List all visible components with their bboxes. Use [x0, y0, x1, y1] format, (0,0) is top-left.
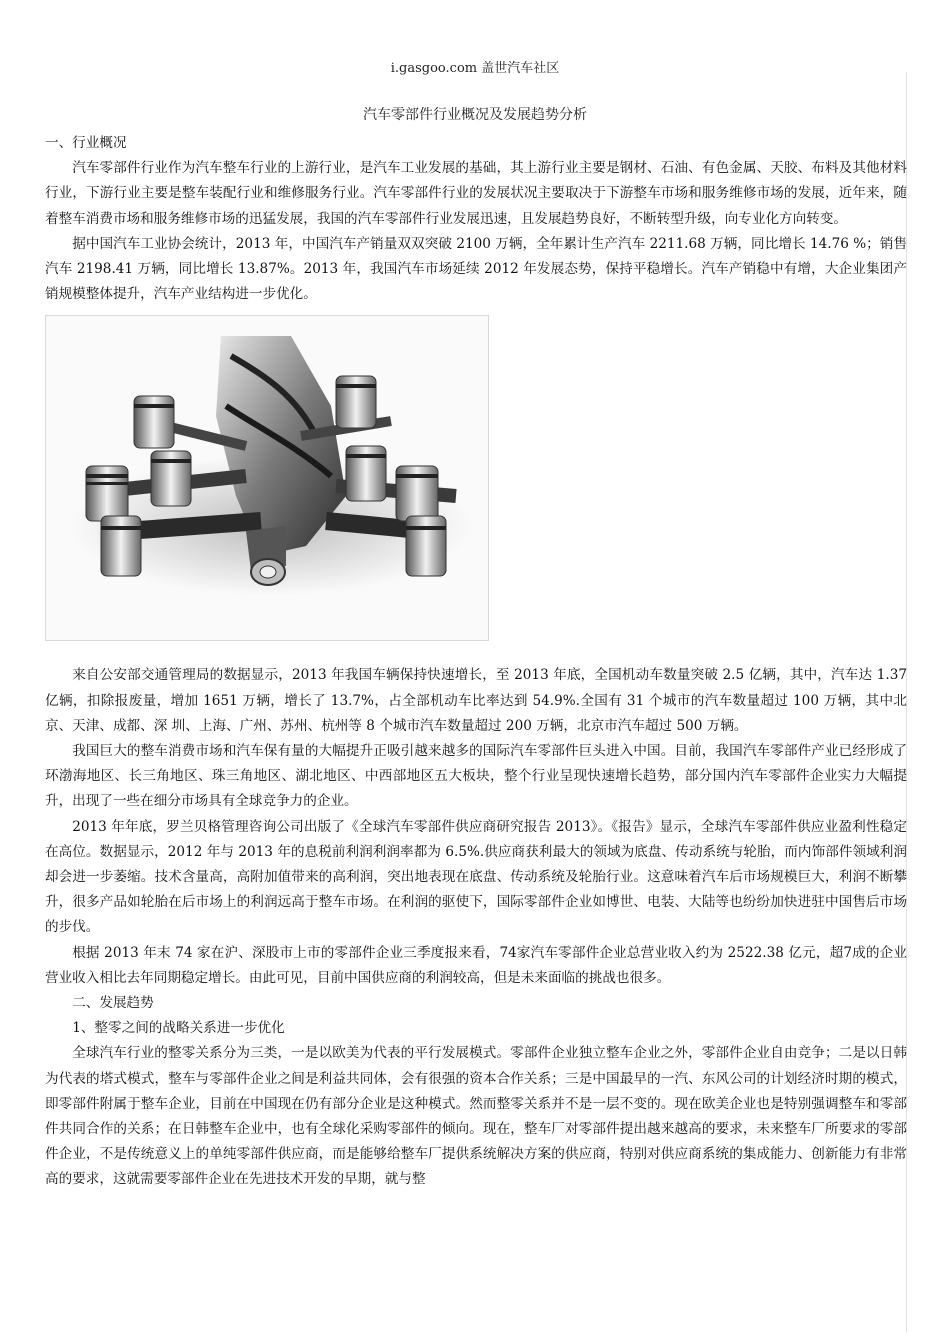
paragraph: 汽车零部件行业作为汽车整车行业的上游行业，是汽车工业发展的基础，其上游行业主要是钢材、石油、有色金属、天胶、布料及其他材料行业，下游行业主要是整车装配行业和维修服务行业。汽车零部件行业的发展状况主要取决于下游整车市场和服务维修市场的发展，近年来，随着整车消费市场和服务维修市场的迅猛发展，我国的汽车零部件行业发展迅速，且发展趋势良好，不断转型升级，向专业化方向转变。	[45, 160, 907, 227]
paragraph: 来自公安部交通管理局的数据显示，2013 年我国车辆保持快速增长，至 2013 年底，全国机动车数量突破 2.5 亿辆，其中，汽车达 1.37 亿辆，扣除报废量，增加 1651 万辆，增长了 13.7%，占全部机动车比率达到 54.9%.全国有 31 个城市的汽车数量超过 100 万辆，其中北京、天津、成都、深 圳、上海、广州、苏州、杭州等 8 个城市汽车数量超过 200 万辆，北京市汽车超过 500 万辆。	[45, 667, 907, 734]
document-body	[45, 131, 907, 1193]
subsection-heading: 1、整零之间的战略关系进一步优化	[72, 1020, 285, 1037]
paragraph: 我国巨大的整车消费市场和汽车保有量的大幅提升正吸引越来越多的国际汽车零部件巨头进入中国。目前，我国汽车零部件产业已经形成了环渤海地区、长三角地区、珠三角地区、湖北地区、中西部地区五大板块，整个行业呈现快速增长趋势，部分国内汽车零部件企业实力大幅提升，出现了一些在细分市场具有全球竞争力的企业。	[45, 743, 907, 810]
section-heading-trends: 二、发展趋势	[72, 995, 154, 1012]
paragraph: 据中国汽车工业协会统计，2013 年，中国汽车产销量双双突破 2100 万辆，全年累计生产汽车 2211.68 万辆，同比增长 14.76 %；销售汽车 2198.41 万辆，同比增长 13.87%。2013 年，我国汽车市场延续 2012 年发展态势，保持平稳增长。汽车产销稳中有增，大企业集团产销规模整体提升，汽车产业结构进一步优化。	[45, 235, 907, 303]
paragraph: 根据 2013 年末 74 家在沪、深股市上市的零部件企业三季度报来看，74家汽车零部件企业总营业收入约为 2522.38 亿元，超7成的企业营业收入相比去年同期稳定增长。由此可见，目前中国供应商的利润较高，但是未来面临的挑战也很多。	[45, 944, 907, 986]
section-heading-overview: 一、行业概况	[45, 135, 127, 151]
engine-crankshaft-image	[45, 315, 489, 641]
paragraph: 全球汽车行业的整零关系分为三类，一是以欧美为代表的平行发展模式。零部件企业独立整车企业之外，零部件企业自由竞争；二是以日韩为代表的塔式模式，整车与零部件企业之间是利益共同体，会有很强的资本合作关系；三是中国最早的一汽、东风公司的计划经济时期的模式，即零部件附属于整车企业，目前在中国现在仍有部分企业是这种模式。然而整零关系并不是一层不变的。现在欧美企业也是特别强调整车和零部件共同合作的关系；在日韩整车企业中，也有全球化采购零部件的倾向。现在，整车厂对零部件提出越来越高的要求，未来整车厂所要求的零部件企业，不是传统意义上的单纯零部件供应商，而是能够给整车厂提供系统解决方案的供应商，特别对供应商系统的集成能力、创新能力有非常高的要求，这就需要零部件企业在先进技术开发的早期，就与整	[45, 1045, 907, 1188]
paragraph: 2013 年年底，罗兰贝格管理咨询公司出版了《全球汽车零部件供应商研究报告 2013》。《报告》显示，全球汽车零部件供应业盈利性稳定在高位。数据显示，2012 年与 2013 年的息税前利润利润率都为 6.5%.供应商获利最大的领域为底盘、传动系统与轮胎，而内饰部件领域利润却会进一步萎缩。技术含量高，高附加值带来的高利润，突出地表现在底盘、传动系统及轮胎行业。这意味着汽车后市场规模巨大，利润不断攀升，很多产品如轮胎在后市场上的利润远高于整车市场。在利润的驱使下，国际零部件企业如博世、电装、大陆等也纷纷加快进驻中国售后市场的步伐。	[45, 818, 907, 936]
page-header: i.gasgoo.com 盖世汽车社区	[390, 61, 560, 76]
document-title: 汽车零部件行业概况及发展趋势分析	[363, 107, 587, 123]
